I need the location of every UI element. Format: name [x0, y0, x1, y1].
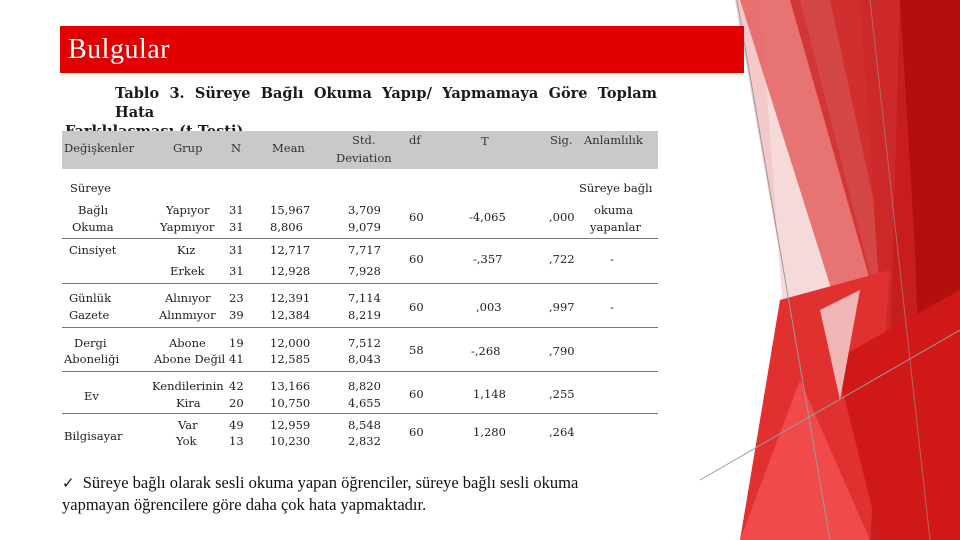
- row-n: 31: [229, 243, 244, 257]
- header-deviation: Deviation: [336, 151, 392, 165]
- row-group: Alınmıyor: [159, 308, 216, 322]
- conclusion-line-1: Süreye bağlı olarak sesli okuma yapan öğrenciler, süreye bağlı sesli okuma: [82, 473, 579, 492]
- row-sig: ,000: [549, 210, 575, 224]
- row-sig: ,264: [549, 425, 575, 439]
- row-group: Abone: [169, 336, 206, 350]
- row-df: 60: [409, 300, 424, 314]
- results-table: [62, 131, 658, 449]
- header-mean: Mean: [272, 141, 305, 155]
- table-caption-line-1: Tablo 3. Süreye Bağlı Okuma Yapıp/ Yapmamaya Göre Toplam Hata: [115, 85, 657, 121]
- row-n: 42: [229, 379, 244, 393]
- row-mean: 12,391: [270, 291, 311, 305]
- row-t: 1,148: [473, 387, 506, 401]
- row-group: Yapmıyor: [160, 220, 215, 234]
- row-n: 20: [229, 396, 244, 410]
- row-sig: ,255: [549, 387, 575, 401]
- row-variable: Bağlı: [78, 203, 109, 217]
- row-variable: Ev: [84, 389, 99, 403]
- row-std: 2,832: [348, 434, 381, 448]
- row-n: 49: [229, 418, 244, 432]
- row-variable: Cinsiyet: [69, 243, 117, 257]
- row-n: 13: [229, 434, 244, 448]
- row-std: 8,043: [348, 352, 381, 366]
- row-divider: [62, 371, 658, 372]
- row-n: 31: [229, 264, 244, 278]
- header-grup: Grup: [173, 141, 203, 155]
- row-mean: 8,806: [270, 220, 303, 234]
- row-n: 19: [229, 336, 244, 350]
- row-significance: Süreye bağlı: [579, 181, 653, 195]
- row-df: 58: [409, 343, 424, 357]
- row-significance: -: [610, 300, 614, 314]
- row-divider: [62, 283, 658, 284]
- header-df: df: [409, 133, 421, 147]
- row-group: Yok: [176, 434, 197, 448]
- row-t: -,268: [471, 344, 501, 358]
- header-n: N: [231, 141, 242, 155]
- row-variable: Gazete: [69, 308, 110, 322]
- row-std: 8,820: [348, 379, 381, 393]
- row-df: 60: [409, 425, 424, 439]
- row-variable: Süreye: [70, 181, 111, 195]
- row-significance: okuma: [594, 203, 634, 217]
- row-variable: Günlük: [69, 291, 112, 305]
- header-t: T: [481, 134, 489, 148]
- row-df: 60: [409, 387, 424, 401]
- header-degiskenler: Değişkenler: [64, 141, 135, 155]
- conclusion-line-2: yapmayan öğrencilere göre daha çok hata yapmaktadır.: [62, 495, 427, 514]
- row-significance: yapanlar: [590, 220, 642, 234]
- row-group: Var: [178, 418, 198, 432]
- row-t: -,357: [473, 252, 503, 266]
- header-sig: Sig.: [550, 133, 573, 147]
- row-group: Kira: [176, 396, 201, 410]
- row-mean: 13,166: [270, 379, 311, 393]
- row-t: -4,065: [469, 210, 506, 224]
- row-mean: 12,928: [270, 264, 311, 278]
- header-std: Std.: [352, 133, 376, 147]
- row-mean: 12,959: [270, 418, 311, 432]
- check-mark-icon: ✓: [62, 474, 75, 492]
- row-sig: ,790: [549, 344, 575, 358]
- row-n: 23: [229, 291, 244, 305]
- table-header: [62, 131, 658, 169]
- row-df: 60: [409, 210, 424, 224]
- conclusion-text: [62, 472, 722, 515]
- row-mean: 12,384: [270, 308, 311, 322]
- row-n: 39: [229, 308, 244, 322]
- row-mean: 10,750: [270, 396, 311, 410]
- row-group: Erkek: [170, 264, 205, 278]
- header-anlamlilik: Anlamlılık: [584, 133, 643, 147]
- row-group: Yapıyor: [166, 203, 210, 217]
- row-group: Kız: [177, 243, 196, 257]
- row-std: 7,717: [348, 243, 381, 257]
- row-variable: Dergi: [74, 336, 107, 350]
- row-t: 1,280: [473, 425, 506, 439]
- row-std: 7,114: [348, 291, 381, 305]
- row-group: Abone Değil: [154, 352, 226, 366]
- row-variable: Aboneliği: [64, 352, 120, 366]
- row-std: 3,709: [348, 203, 381, 217]
- row-variable: Bilgisayar: [64, 429, 123, 443]
- row-mean: 12,000: [270, 336, 311, 350]
- row-sig: ,722: [549, 252, 575, 266]
- row-variable: Okuma: [72, 220, 114, 234]
- row-mean: 12,717: [270, 243, 311, 257]
- row-std: 8,548: [348, 418, 381, 432]
- row-n: 31: [229, 220, 244, 234]
- row-std: 9,079: [348, 220, 381, 234]
- row-divider: [62, 327, 658, 328]
- row-t: ,003: [476, 300, 502, 314]
- row-significance: -: [610, 252, 614, 266]
- row-group: Alınıyor: [165, 291, 211, 305]
- row-group: Kendilerinin: [152, 379, 224, 393]
- row-std: 8,219: [348, 308, 381, 322]
- row-df: 60: [409, 252, 424, 266]
- row-mean: 15,967: [270, 203, 311, 217]
- row-divider: [62, 238, 658, 239]
- title-bar: [60, 26, 744, 73]
- row-divider: [62, 413, 658, 414]
- row-std: 7,512: [348, 336, 381, 350]
- row-mean: 10,230: [270, 434, 311, 448]
- row-n: 31: [229, 203, 244, 217]
- slide-title: Bulgular: [68, 34, 170, 65]
- row-n: 41: [229, 352, 244, 366]
- row-std: 7,928: [348, 264, 381, 278]
- row-mean: 12,585: [270, 352, 311, 366]
- row-sig: ,997: [549, 300, 575, 314]
- row-std: 4,655: [348, 396, 381, 410]
